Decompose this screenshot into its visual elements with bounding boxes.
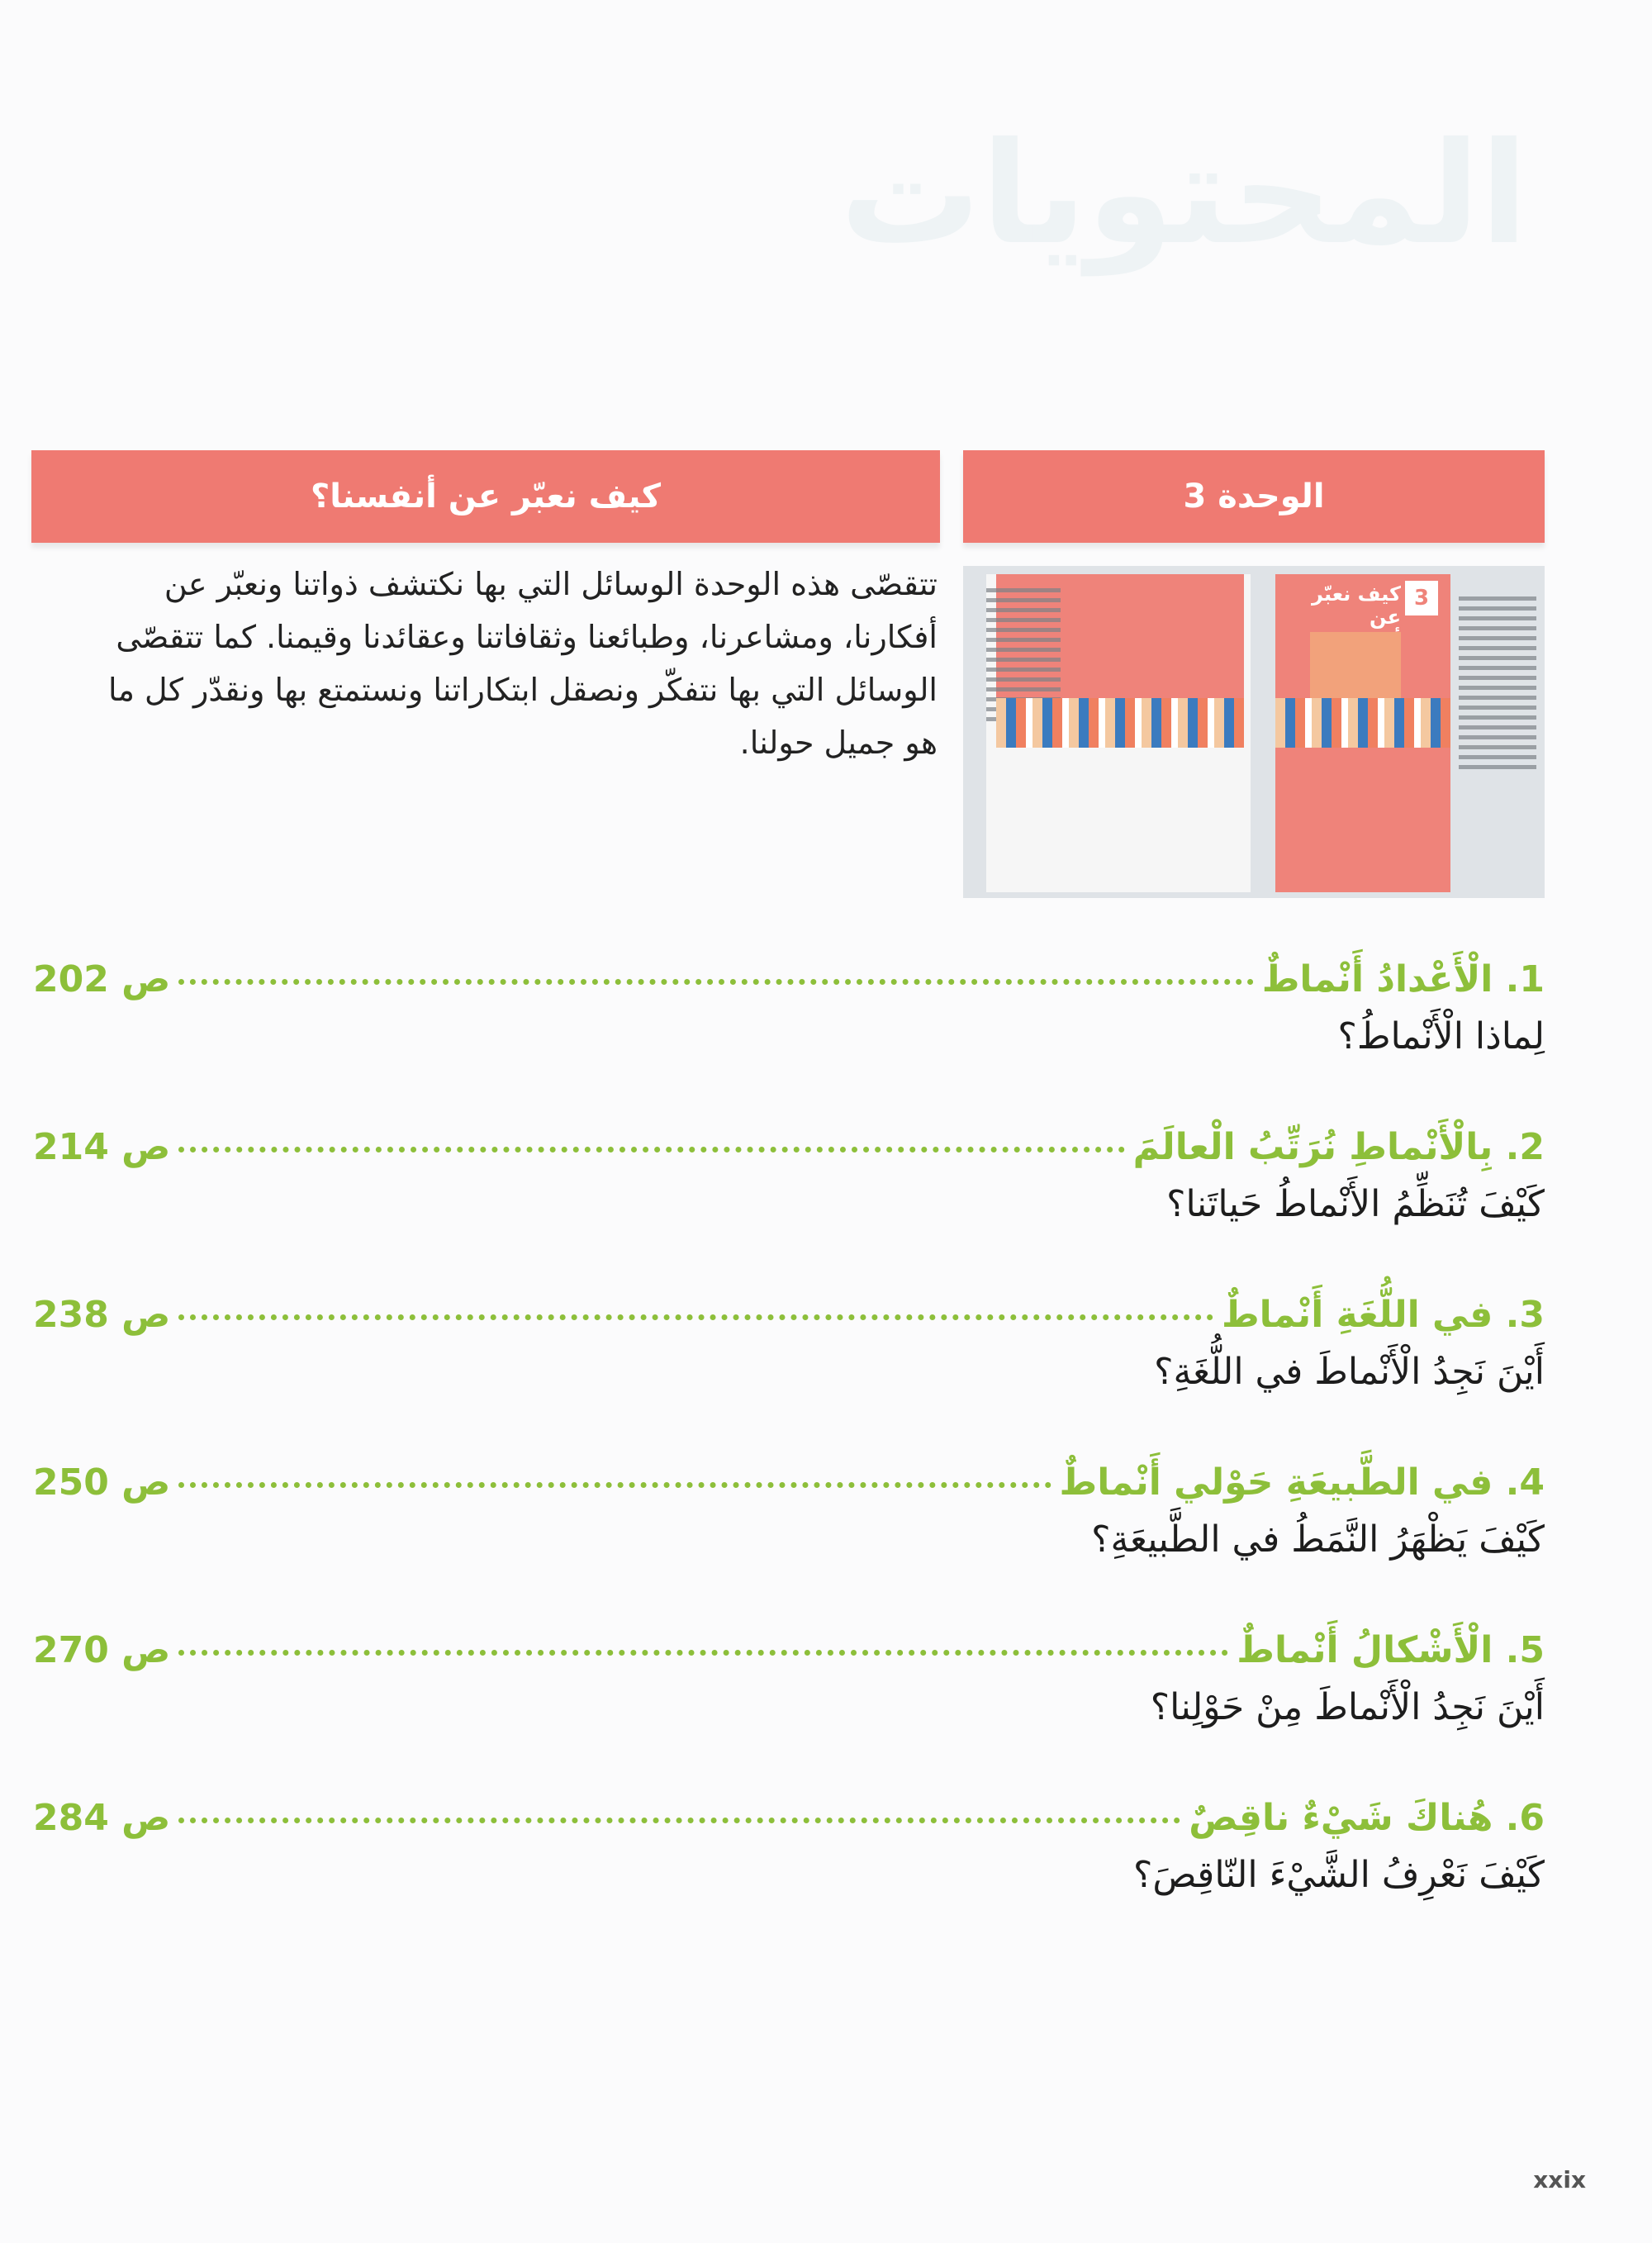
toc-entry-1[interactable]	[33, 958, 1545, 1057]
toc-page-number: ص 284	[33, 1797, 171, 1839]
faded-contents-title: المحتويات	[839, 112, 1528, 276]
toc-entry-question: أَيْنَ نَجِدُ الْأَنْماطَ مِنْ حَوْلِنا؟	[1150, 1686, 1545, 1728]
toc-entry-question: أَيْنَ نَجِدُ الْأَنْماطَ في اللُّغَةِ؟	[1154, 1351, 1545, 1393]
toc-entry-5[interactable]	[33, 1629, 1545, 1728]
toc-dot-leader	[178, 1482, 1051, 1488]
toc-entry-title: 4. في الطَّبيعَةِ حَوْلي أَنْماطٌ	[1059, 1461, 1545, 1504]
toc-dot-leader	[178, 1818, 1180, 1823]
toc-entry-6[interactable]	[33, 1797, 1545, 1896]
thumbnail-children-illustration	[1275, 698, 1450, 748]
unit-title: كيف نعبّر عن أنفسنا؟	[311, 478, 661, 516]
toc-entry-title: 1. الْأَعْدادُ أَنْماطٌ	[1261, 958, 1545, 1000]
toc-page-number: ص 238	[33, 1294, 171, 1336]
toc-entry-title: 5. الْأَشْكالُ أَنْماطٌ	[1237, 1629, 1545, 1671]
toc-entry-3[interactable]	[33, 1294, 1545, 1393]
thumbnail-text-column	[1459, 591, 1536, 839]
unit-label: الوحدة 3	[1183, 478, 1325, 516]
unit-description: تتقصّى هذه الوحدة الوسائل التي بها نكتشف ذواتنا ونعبّر عن أفكارنا، ومشاعرنا، وطبائعنا وثقافاتنا وعقائدنا وقيمنا. كما تتقصّى الوسائل التي بها نتفكّر ونصقل ابتكاراتنا ونستمتع بها ونقدّر كل ما هو جميل حولنا.	[108, 566, 938, 761]
thumbnail-children-illustration-2	[996, 698, 1244, 748]
toc-dot-leader	[178, 979, 1253, 985]
toc-entry-question: كَيْفَ نَعْرِفُ الشَّيْءَ النّاقِصَ؟	[1133, 1854, 1545, 1896]
unit-spread-thumbnail	[963, 566, 1545, 898]
toc-dot-leader	[178, 1650, 1228, 1656]
toc-entry-4[interactable]	[33, 1461, 1545, 1561]
toc-page-number: ص 214	[33, 1126, 171, 1168]
unit-title-bar	[31, 450, 940, 543]
toc-page-number: ص 270	[33, 1629, 171, 1671]
toc-entry-title: 2. بِالْأَنْماطِ نُرَتِّبُ الْعالَمَ	[1132, 1126, 1545, 1168]
toc-dot-leader	[178, 1147, 1124, 1152]
toc-entry-question: كَيْفَ تُنَظِّمُ الأَنْماطُ حَياتَنا؟	[1166, 1183, 1545, 1225]
toc-entry-2[interactable]	[33, 1126, 1545, 1225]
toc-page-number: ص 202	[33, 958, 171, 1000]
toc-entry-title: 6. هُناكَ شَيْءٌ ناقِصٌ	[1189, 1797, 1545, 1839]
toc-entry-question: كَيْفَ يَظْهَرُ النَّمَطُ في الطَّبيعَةِ؟	[1091, 1518, 1545, 1561]
page-number: xxix	[1533, 2166, 1586, 2193]
toc-page-number: ص 250	[33, 1461, 171, 1504]
toc-entry-question: لِماذا الْأَنْماطُ؟	[1337, 1015, 1545, 1057]
unit-label-bar	[963, 450, 1545, 543]
toc-entry-title: 3. في اللُّغَةِ أَنْماطٌ	[1221, 1294, 1545, 1336]
thumbnail-orange-box	[1310, 632, 1401, 698]
toc-dot-leader	[178, 1314, 1213, 1320]
thumbnail-unit-badge: 3	[1405, 581, 1438, 615]
thumbnail-cover-title: كيف نعبّر عن	[1312, 582, 1401, 629]
